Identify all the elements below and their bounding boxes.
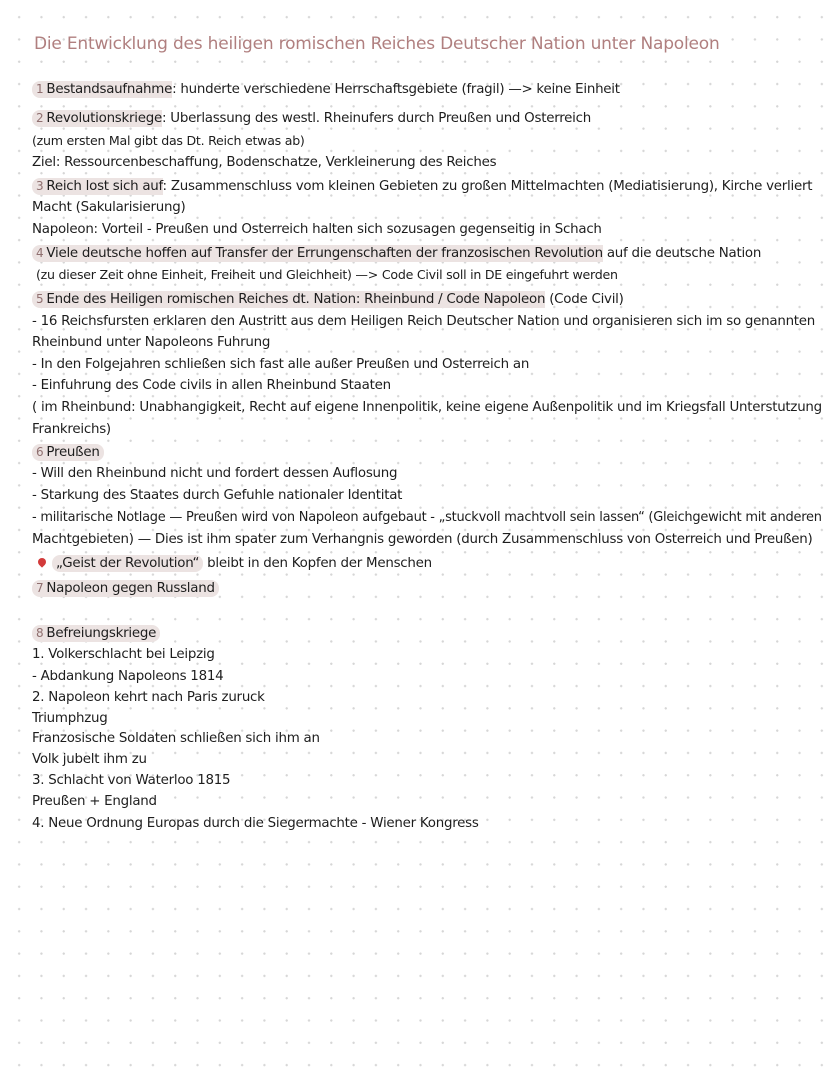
section-1-heading: Bestandsaufnahme xyxy=(46,82,173,97)
section-7 xyxy=(32,579,219,598)
section-8-number: 8 xyxy=(36,626,44,640)
section-3-number: 3 xyxy=(36,179,44,193)
section-6-number: 6 xyxy=(36,445,44,459)
section-8-heading-wrap xyxy=(32,625,160,642)
list-item: - Starkung des Staates durch Gefuhle nationaler Identitat xyxy=(32,488,403,503)
list-item: 1. Volkerschlacht bei Leipzig xyxy=(32,647,215,662)
section-1-heading-wrap xyxy=(32,81,172,98)
list-item: Preußen + England xyxy=(32,794,157,809)
section-2-heading: Revolutionskriege xyxy=(46,111,162,126)
revolution-note-text: bleibt in den Kopfen der Menschen xyxy=(203,556,432,571)
list-item: ( im Rheinbund: Unabhangigkeit, Recht auf eigene Innenpolitik, keine eigene Außenpolitik und im Kriegsfall Unterstutzung xyxy=(32,400,822,415)
section-5-text: (Code Civil) xyxy=(545,292,624,307)
list-item: 2. Napoleon kehrt nach Paris zuruck xyxy=(32,690,265,705)
section-4-heading: Viele deutsche hoffen auf Transfer der Errungenschaften der franzosischen Revolution xyxy=(46,246,603,261)
section-3-heading: Reich lost sich auf xyxy=(46,179,163,194)
section-8-heading: Befreiungskriege xyxy=(46,626,157,641)
section-5-number: 5 xyxy=(36,292,44,306)
section-4-line-2: (zu dieser Zeit ohne Einheit, Freiheit und Gleichheit) —> Code Civil soll in DE eingefuhrt werden xyxy=(36,267,618,282)
section-4-heading-wrap xyxy=(32,245,603,262)
list-item: 4. Neue Ordnung Europas durch die Siegermachte - Wiener Kongress xyxy=(32,816,479,831)
section-4-number: 4 xyxy=(36,246,44,260)
section-7-heading-wrap xyxy=(32,580,219,597)
section-7-number: 7 xyxy=(36,581,44,595)
section-2-heading-wrap xyxy=(32,110,162,127)
section-5-heading: Ende des Heiligen romischen Reiches dt. Nation: Rheinbund / Code Napoleon xyxy=(46,292,546,307)
revolution-note xyxy=(38,555,432,573)
section-6-heading-wrap xyxy=(32,444,104,461)
list-item: Volk jubelt ihm zu xyxy=(32,752,147,767)
list-item: - Einfuhrung des Code civils in allen Rheinbund Staaten xyxy=(32,378,391,393)
list-item: - militarische Notlage — Preußen wird von Napoleon aufgebaut - „stuckvoll machtvoll sein lassen“ (Gleichgewicht mit anderen xyxy=(32,510,822,525)
section-3-line-3: Napoleon: Vorteil - Preußen und Osterreich halten sich sozusagen gegenseitig in Schach xyxy=(32,222,602,237)
section-6-heading: Preußen xyxy=(46,445,100,460)
section-3-text: : Zusammenschluss vom kleinen Gebieten zu großen Mittelmachten (Mediatisierung), Kirche verliert xyxy=(162,179,813,194)
page-title: Die Entwicklung des heiligen romischen Reiches Deutscher Nation unter Napoleon xyxy=(34,34,720,54)
list-item: - Abdankung Napoleons 1814 xyxy=(32,669,224,684)
list-item: - In den Folgejahren schließen sich fast alle außer Preußen und Osterreich an xyxy=(32,357,530,372)
section-3 xyxy=(32,177,812,196)
section-1-text: : hunderte verschiedene Herrschaftsgebiete (fragil) —> keine Einheit xyxy=(172,82,620,97)
section-2-text: : Uberlassung des westl. Rheinufers durch Preußen und Osterreich xyxy=(162,111,591,126)
section-8 xyxy=(32,624,160,643)
list-item: Frankreichs) xyxy=(32,422,111,437)
section-7-heading: Napoleon gegen Russland xyxy=(46,581,215,596)
section-1 xyxy=(32,80,620,99)
section-2-line-2: (zum ersten Mal gibt das Dt. Reich etwas ab) xyxy=(32,133,305,148)
section-4-text: auf die deutsche Nation xyxy=(602,246,762,261)
section-3-line-2: Macht (Sakularisierung) xyxy=(32,200,186,215)
list-item: - 16 Reichsfursten erklaren den Austritt aus dem Heiligen Reich Deutscher Nation und organisieren sich im so genannten xyxy=(32,314,816,329)
section-2-line-3: Ziel: Ressourcenbeschaffung, Bodenschatze, Verkleinerung des Reiches xyxy=(32,155,497,170)
section-5-heading-wrap xyxy=(32,291,545,308)
section-6 xyxy=(32,443,104,462)
list-item: Triumphzug xyxy=(32,711,108,726)
section-5 xyxy=(32,290,624,309)
revolution-note-heading: „Geist der Revolution“ xyxy=(52,555,203,572)
section-3-heading-wrap xyxy=(32,178,163,195)
section-2-number: 2 xyxy=(36,111,44,125)
section-1-number: 1 xyxy=(36,82,44,96)
section-4 xyxy=(32,244,761,263)
map-pin-icon xyxy=(36,556,47,567)
section-2 xyxy=(32,109,591,128)
list-item: Machtgebieten) — Dies ist ihm spater zum Verhangnis geworden (durch Zusammenschluss von Osterreich und Preußen) xyxy=(32,532,813,547)
list-item: - Will den Rheinbund nicht und fordert dessen Auflosung xyxy=(32,466,398,481)
list-item: 3. Schlacht von Waterloo 1815 xyxy=(32,773,231,788)
list-item: Rheinbund unter Napoleons Fuhrung xyxy=(32,335,271,350)
list-item: Franzosische Soldaten schließen sich ihm an xyxy=(32,731,320,746)
